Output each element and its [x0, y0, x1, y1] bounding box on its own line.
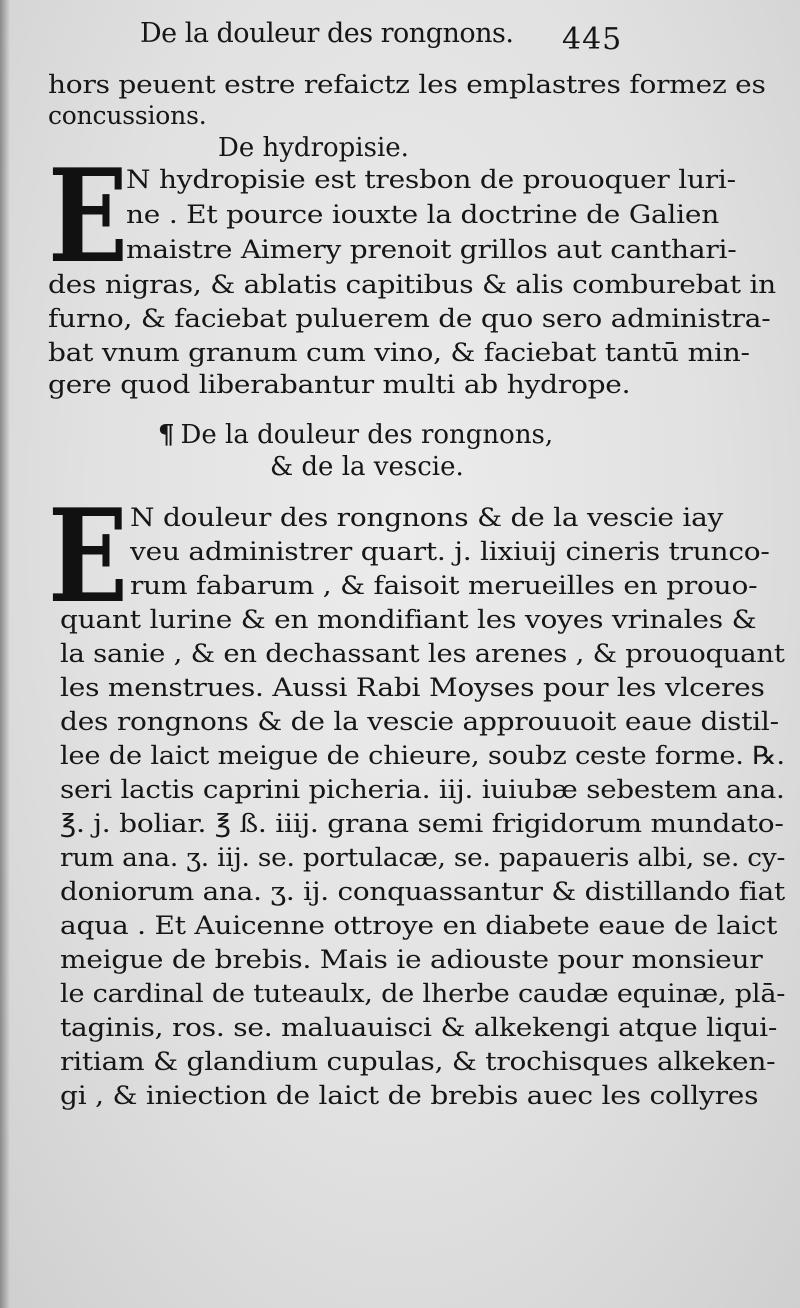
text-line: quant lurine & en mondifiant les voyes vrinales & — [60, 605, 757, 634]
text-line: ℥. j. boliar. ℥ ß. iiij. grana semi frigidorum mundato- — [60, 809, 784, 838]
text-line: ritiam & glandium cupulas, & trochisques alkeken- — [60, 1047, 776, 1076]
text-line: les menstrues. Aussi Rabi Moyses pour les vlceres — [60, 673, 765, 702]
text-line: N hydropisie est tresbon de prouoquer luri- — [126, 165, 736, 194]
text-line: ne . Et pource iouxte la doctrine de Galien — [126, 200, 720, 229]
intro-line: concussions. — [48, 101, 207, 130]
text-line: rum fabarum , & faisoit merueilles en prouo- — [130, 571, 758, 600]
text-line: maistre Aimery prenoit grillos aut canthari- — [126, 235, 737, 264]
pilcrow-mark: ¶ — [158, 420, 175, 450]
text-line: furno, & faciebat puluerem de quo sero administra- — [48, 304, 771, 333]
drop-cap-e: E — [48, 142, 129, 292]
intro-line: hors peuent estre refaictz les emplastres formez es — [48, 70, 766, 99]
page-number: 445 — [562, 22, 623, 57]
section-heading-hydropisie: De hydropisie. — [218, 133, 409, 163]
text-line: seri lactis caprini picheria. iij. iuiubæ sebestem ana. — [60, 775, 785, 804]
text-line: taginis, ros. se. maluauisci & alkekengi atque liqui- — [60, 1013, 778, 1042]
drop-cap-e: E — [48, 482, 129, 632]
section-heading-rongnons — [158, 420, 553, 450]
text-line: gere quod liberabantur multi ab hydrope. — [48, 370, 631, 399]
text-line: la sanie , & en dechassant les arenes , & prouoquant — [60, 639, 785, 668]
text-line: N douleur des rongnons & de la vescie iay — [130, 503, 724, 532]
page-edge-shadow — [0, 0, 10, 1308]
text-line: des nigras, & ablatis capitibus & alis comburebat in — [48, 270, 776, 299]
text-line: bat vnum granum cum vino, & faciebat tantū min- — [48, 338, 750, 367]
text-line: lee de laict meigue de chieure, soubz ceste forme. ℞. — [60, 741, 785, 770]
text-line: le cardinal de tuteaulx, de lherbe caudæ equinæ, plā- — [60, 979, 786, 1008]
text-line: veu administrer quart. j. lixiuij cineris trunco- — [130, 537, 770, 566]
text-line: aqua . Et Auicenne ottroye en diabete eaue de laict — [60, 911, 778, 940]
text-line: meigue de brebis. Mais ie adiouste pour monsieur — [60, 945, 763, 974]
running-title: De la douleur des rongnons. — [140, 18, 514, 49]
section-heading-line: & de la vescie. — [270, 452, 464, 482]
section-heading-line: De la douleur des rongnons, — [180, 420, 554, 450]
text-line: rum ana. ʒ. iij. se. portulacæ, se. papaueris albi, se. cy- — [60, 843, 786, 872]
text-line: des rongnons & de la vescie approuuoit eaue distil- — [60, 707, 779, 736]
text-line: doniorum ana. ʒ. ij. conquassantur & distillando fiat — [60, 877, 785, 906]
text-line: gi , & iniection de laict de brebis auec les collyres — [60, 1081, 759, 1110]
